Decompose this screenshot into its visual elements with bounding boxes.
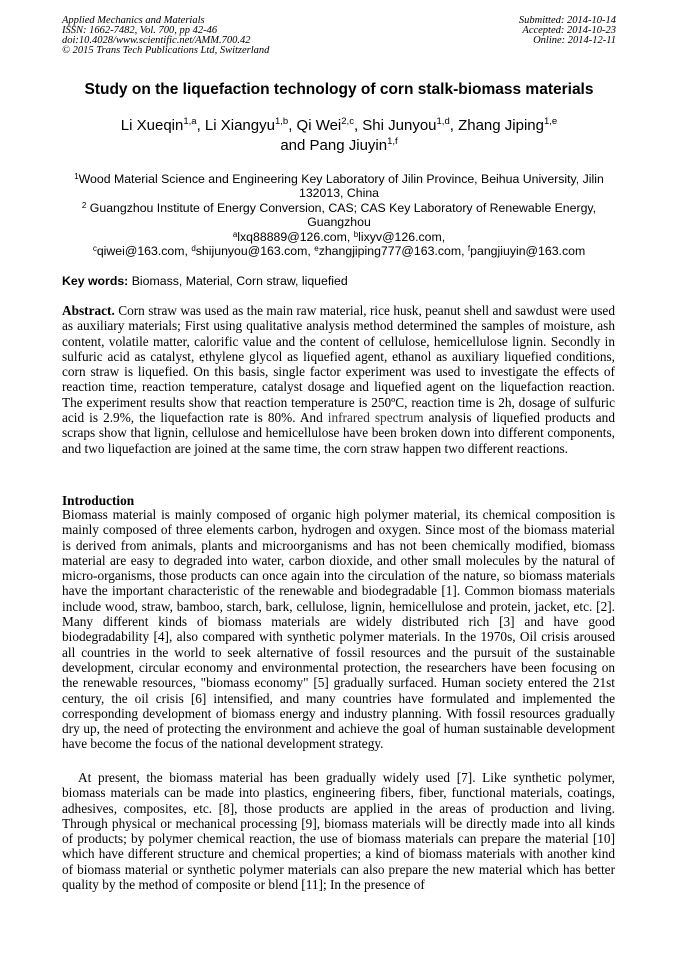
author: Li Xiangyu$^{1,b}$, bbox=[204, 116, 297, 134]
email: $^f$pangjiuyin@163.com bbox=[467, 244, 586, 259]
journal-doi: doi:10.4028/www.scientific.net/AMM.700.42 bbox=[62, 35, 251, 46]
abstract-ir-term: infrared spectrum bbox=[327, 410, 424, 426]
introduction-heading: Introduction bbox=[62, 493, 135, 508]
email: $^d$shijunyou@163.com, bbox=[191, 244, 315, 259]
abstract-text-2: analysis of liquefied products and scraps show that lignin, cellulose and hemicellulose have been broken down into different components, and two liquefaction are joined at the same time, the corn straw happen two different reactions. bbox=[62, 410, 615, 456]
email: $^c$qiwei@163.com, bbox=[92, 244, 192, 259]
abstract-label: Abstract. bbox=[62, 303, 115, 318]
introduction-paragraph-1: Biomass material is mainly composed of organic high polymer material, its chemical composition is mainly composed of three elements carbon, hydrogen and oxygen. Since most of the biomass material is derived from animals, plants and microorganisms and has not been chemically modified, biomass material are easy to degraded into water, carbon dioxide, and other small molecules by the natural of micro-organisms, those products can once again into the circulation of the nature, so biomass materials have the important characteristic of the renewable and biodegradable [1]. Common biomass materials include wood, straw, bamboo, starch, bark, cellulose, lignin, hemicellulose and protein, jacket, etc. [2]. Many different kinds of biomass materials are widely distributed rich [3] and have good biodegradability [4], also compared with synthetic polymer materials. In the 1970s, Oil crisis aroused all countries in the world to seek alternative of fossil resources and the pursuit of the sustainable development, circular economy and environmental protection, the researchers have been focusing on the renewable resources, "biomass economy" [5] gradually surfaced. Human society entered the 21st century, the oil crisis [6] intensified, and many countries have formulated and implemented the corresponding development of biomass energy and industry planning. With fossil resources gradually dry up, the need of protecting the environment and achieve the goal of human sustainable development have become the focus of the national development strategy. bbox=[62, 507, 615, 752]
affiliation-2: $^2$ Guangzhou Institute of Energy Conversion, CAS; CAS Key Laboratory of Renewable Energy, Guangzhou bbox=[81, 200, 597, 230]
author: and Pang Jiuyin$^{1,f}$ bbox=[280, 136, 398, 154]
journal-name: Applied Mechanics and Materials bbox=[62, 15, 205, 26]
journal-header bbox=[62, 16, 269, 56]
introduction-paragraph-2: At present, the biomass material has been gradually widely used [7]. Like synthetic polymer, biomass materials can be made into plastics, engineering fibers, fiber, functional materials, coatings, adhesives, composites, etc. [8], those products are applied in the areas of production and living. Through physical or mechanical processing [9], biomass materials will be directly made into all kinds of products; by polymer chemical reaction, the use of biomass materials can prepare the material [10] which have different structure and chemical properties; a kind of biomass materials with another kind of biomass material or synthetic polymer materials can also prepare the new material which has better quality by the method of composite or blend [11]; In the presence of bbox=[62, 770, 615, 893]
author-list bbox=[40, 116, 638, 156]
abstract bbox=[62, 303, 615, 456]
paper-title: Study on the liquefaction technology of corn stalk-biomass materials bbox=[84, 81, 594, 98]
keywords bbox=[62, 274, 348, 289]
email: $^a$lxq88889@126.com, bbox=[232, 229, 354, 244]
author: Zhang Jiping$^{1,e}$ bbox=[458, 116, 558, 134]
keywords-text: Biomass, Material, Corn straw, liquefied bbox=[128, 274, 348, 288]
keywords-label: Key words: bbox=[62, 274, 129, 288]
author: Qi Wei$^{2,c}$, bbox=[296, 116, 363, 134]
submitted-date: Submitted: 2014-10-14 bbox=[518, 15, 616, 26]
abstract-text-1: Corn straw was used as the main raw material, rice husk, peanut shell and sawdust were used as auxiliary materials; First using qualitative analysis method determined the samples of moisture, ash content, volatile matter, calorific value and the content of cellulose, hemicellulose lignin. Secondly in sulfuric acid as catalyst, ethylene glycol as liquefied agent, ethanol as auxiliary liquefied conditions, corn straw is liquefied. On this basis, single factor experiment was used to investigate the effects of reaction time, reaction temperature, catalyst dosage and liquefied agent on the liquefaction reaction. The experiment results show that reaction temperature is 250ºC, reaction time is 2h, dosage of sulfuric acid is 2.9%, the liquefaction rate is 80%. And bbox=[62, 303, 615, 426]
email: $^b$lixyv@126.com, bbox=[353, 229, 446, 244]
accepted-date: Accepted: 2014-10-23 bbox=[522, 25, 616, 36]
email: $^e$zhangjiping777@163.com, bbox=[314, 244, 468, 259]
affiliation-1: $^1$Wood Material Science and Engineering Key Laboratory of Jilin Province, Beihua University, Jilin 132013, China bbox=[74, 172, 604, 201]
email-line-2 bbox=[62, 244, 616, 258]
journal-issn: ISSN: 1662-7482, Vol. 700, pp 42-46 bbox=[62, 25, 218, 36]
journal-copyright: © 2015 Trans Tech Publications Ltd, Switzerland bbox=[62, 45, 270, 56]
dates-header bbox=[519, 16, 616, 46]
author: Li Xueqin$^{1,a}$, bbox=[120, 116, 205, 134]
author: Shi Junyou$^{1,d}$, bbox=[362, 116, 459, 134]
affiliations bbox=[62, 172, 616, 258]
online-date: Online: 2014-12-11 bbox=[533, 35, 616, 46]
email-line-1 bbox=[62, 230, 616, 244]
